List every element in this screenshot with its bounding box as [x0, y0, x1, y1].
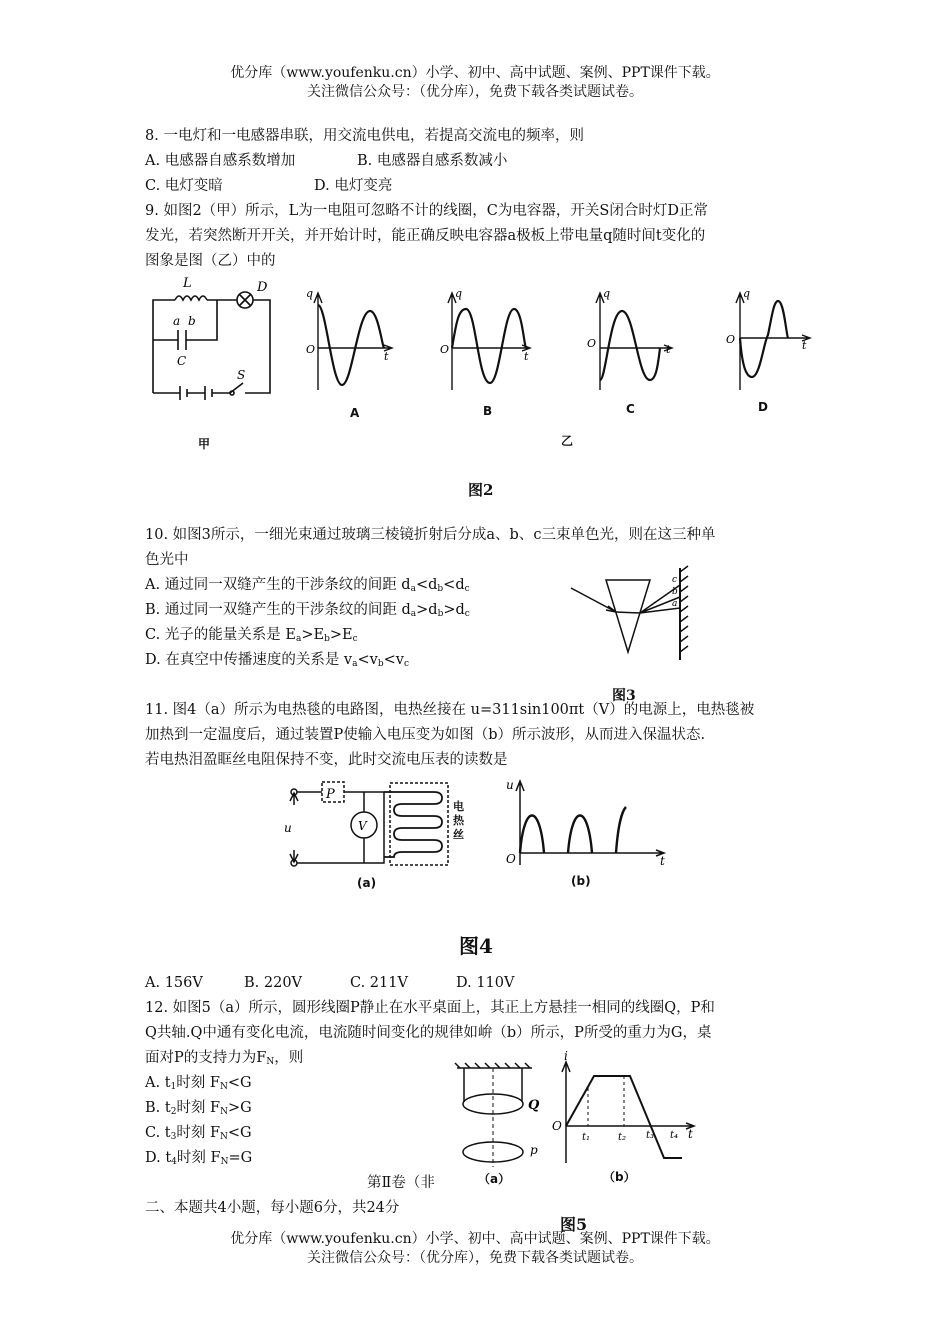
figure5-a-label: （a）: [478, 1172, 511, 1186]
fig5b-t1: t₁: [582, 1132, 591, 1143]
circuit-S-label: S: [237, 368, 246, 382]
figure2-yi-label: 乙: [561, 434, 574, 448]
fig4-u-label: u: [284, 821, 292, 835]
fig5b-origin: O: [552, 1119, 562, 1133]
graphA-t: t: [384, 350, 389, 363]
q8-stem: 8. 一电灯和一电感器串联，用交流电供电，若提高交流电的频率，则: [145, 128, 584, 144]
figure4a-circuit: [284, 775, 474, 870]
part2-title: 第Ⅱ卷（非: [367, 1175, 435, 1191]
figure2-label-d: D: [758, 400, 768, 414]
figure2-label-c: C: [626, 402, 635, 416]
q8-option-d: D. 电灯变亮: [314, 178, 393, 194]
q11-option-a: A. 156V: [145, 975, 203, 991]
graphD-q: q: [743, 287, 751, 300]
figure4b-waveform: [500, 775, 675, 870]
fig5b-t2: t₂: [618, 1132, 627, 1143]
circuit-b-label: b: [188, 314, 196, 328]
q11-line2: 加热到一定温度后，通过装置P使输入电压变为如图（b）所示波形，从而进入保温状态.: [145, 727, 706, 743]
circuit-a-label: a: [173, 314, 181, 328]
fig4-P-label: P: [326, 787, 335, 802]
q10-option-c: C. 光子的能量关系是 $E_a>E_b>E_c$: [145, 627, 358, 644]
q12-line2: Q共轴.Q中通有变化电流，电流随时间变化的规律如峅（b）所示，P所受的重力为G，桌: [145, 1025, 712, 1041]
circuit-C-label: C: [177, 354, 187, 368]
q11-line1: 11. 图4（a）所示为电热毯的电路图，电热丝接在 u=311sin100πt（V）的电源上，电热毯被: [145, 702, 755, 718]
figure4-a-label: (a): [357, 876, 377, 890]
fig4b-t-axis: t: [660, 854, 665, 868]
graphD-origin: O: [726, 333, 736, 346]
graphB-q: q: [455, 287, 463, 300]
q12-line1: 12. 如图5（a）所示，圆形线圈P静止在水平桌面上，其正上方悬挂一相同的线圈Q，P和: [145, 1000, 715, 1016]
fig4b-origin: O: [506, 852, 516, 866]
q11-option-c: C. 211V: [350, 975, 408, 991]
fig5b-t-axis: t: [688, 1127, 693, 1141]
figure3-caption: 图3: [612, 688, 636, 704]
q12-option-c: C. $t_3$时刻 $F_N<G$: [145, 1125, 252, 1142]
graphB-origin: O: [440, 343, 450, 356]
q9-line1: 9. 如图2（甲）所示，L为一电阻可忽略不计的线圈，C为电容器，开关S闭合时灯D正常: [145, 203, 708, 219]
graphA-q: q: [306, 287, 314, 300]
q8-option-a: A. 电感器自感系数增加: [145, 153, 296, 169]
q11-line3: 若电热泪盈眶丝电阻保持不变，此时交流电压表的读数是: [145, 752, 508, 768]
q12-option-a: A. $t_1$时刻 $F_N<G$: [145, 1075, 252, 1092]
q10-line1: 10. 如图3所示，一细光束通过玻璃三棱镜折射后分成a、b、c三束单色光，则在这三种单: [145, 527, 716, 543]
figure5a-coils: [452, 1062, 552, 1172]
ray-label-a: a: [672, 599, 678, 609]
circuit-L-label: L: [183, 276, 192, 291]
fig5b-i-axis: i: [564, 1049, 568, 1063]
fig4b-u-axis: u: [506, 778, 514, 792]
q12-line3: 面对P的支持力为$F_N$，则: [145, 1050, 304, 1067]
figure2-label-b: B: [483, 404, 493, 418]
q12-option-b: B. $t_2$时刻 $F_N>G$: [145, 1100, 252, 1117]
fig5b-t4: t₄: [670, 1130, 679, 1141]
figure2-circuit: [145, 275, 285, 405]
graphA-origin: O: [306, 343, 316, 356]
ray-label-c: c: [672, 575, 678, 585]
fig4-heater-label: 电热丝: [453, 800, 464, 841]
fig5-p-label: p: [530, 1143, 538, 1157]
page-footer-line1: 优分库（www.youfenku.cn）小学、初中、高中试题、案例、PPT课件下载。: [230, 1231, 720, 1247]
q11-option-b: B. 220V: [244, 975, 303, 991]
circuit-D-label: D: [257, 280, 268, 295]
figure2-caption: 图2: [468, 481, 494, 499]
fig4-V-label: V: [358, 819, 367, 833]
q8-option-b: B. 电感器自感系数减小: [357, 153, 508, 169]
q12-option-d: D. $t_4$时刻 $F_N=G$: [145, 1150, 253, 1167]
q11-option-d: D. 110V: [456, 975, 515, 991]
figure4-b-label: (b): [571, 874, 591, 888]
q10-option-a: A. 通过同一双缝产生的干涉条纹的间距 $d_a<d_b<d_c$: [145, 577, 470, 594]
graphC-origin: O: [587, 337, 597, 350]
figure4-caption: 图4: [459, 934, 493, 958]
figure3-prism: [568, 560, 698, 665]
figure5-b-label: （b）: [603, 1170, 636, 1184]
q9-line3: 图象是图（乙）中的: [145, 253, 276, 269]
figure2-graphs: [300, 285, 820, 395]
q10-line2: 色光中: [145, 552, 189, 568]
figure2-label-a: A: [350, 406, 360, 420]
q10-option-b: B. 通过同一双缝产生的干涉条纹的间距 $d_a>d_b>d_c$: [145, 602, 470, 619]
figure5b-current-graph: [552, 1049, 702, 1168]
fig5b-t3: t₃: [646, 1130, 655, 1141]
graphC-q: q: [603, 287, 611, 300]
q10-option-d: D. 在真空中传播速度的关系是 $v_a<v_b<v_c$: [145, 652, 410, 669]
figure2-jia-label: 甲: [198, 437, 211, 451]
page-header-line2: 关注微信公众号：（优分库），免费下载各类试题试卷。: [307, 84, 643, 100]
page-footer-line2: 关注微信公众号：（优分库），免费下载各类试题试卷。: [307, 1250, 643, 1266]
section2-heading: 二、本题共4小题，每小题6分，共24分: [145, 1200, 400, 1216]
figure5-caption: 图5: [560, 1215, 588, 1234]
fig5-Q-label: Q: [528, 1098, 540, 1113]
graphC-t: t: [666, 343, 671, 356]
page-header-line1: 优分库（www.youfenku.cn）小学、初中、高中试题、案例、PPT课件下载。: [230, 65, 720, 81]
q8-option-c: C. 电灯变暗: [145, 178, 223, 194]
graphD-t: t: [802, 339, 807, 352]
ray-label-b: b: [672, 587, 678, 597]
q9-line2: 发光，若突然断开开关，并开始计时，能正确反映电容器a极板上带电量q随时间t变化的: [145, 228, 706, 244]
graphB-t: t: [524, 350, 529, 363]
